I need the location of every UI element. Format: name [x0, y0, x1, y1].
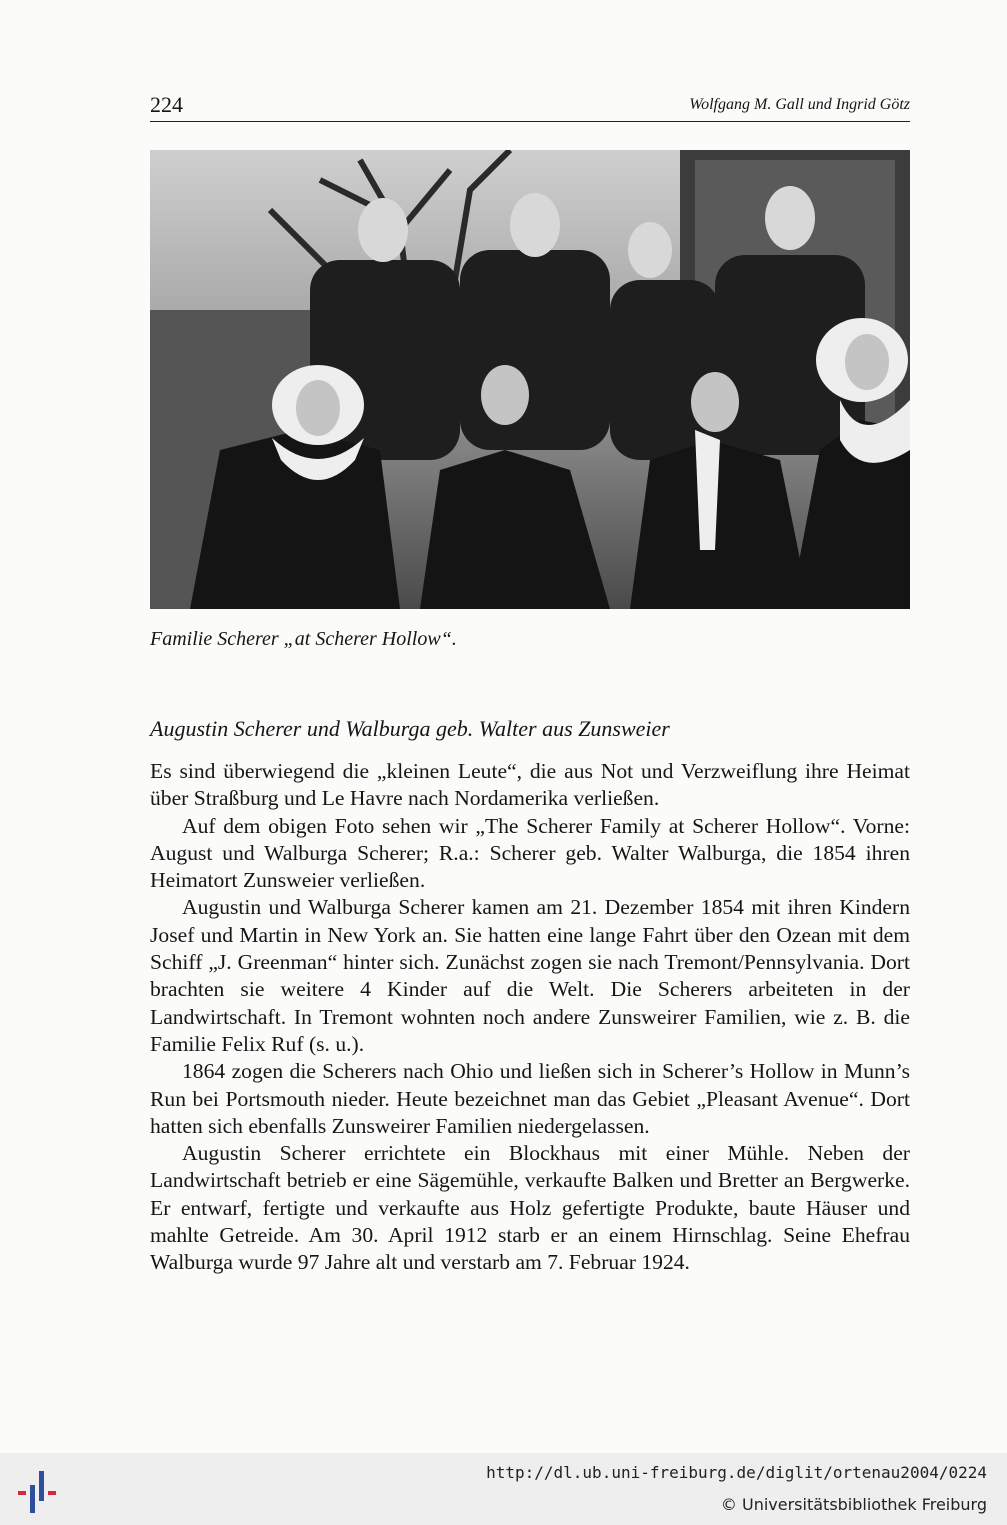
document-url-link[interactable]: http://dl.ub.uni-freiburg.de/diglit/ortenau2004/0224 — [486, 1463, 987, 1482]
page-number: 224 — [150, 92, 183, 117]
library-logo-icon — [14, 1465, 66, 1515]
copyright-notice: © Universitätsbibliothek Freiburg — [720, 1495, 987, 1514]
footer-bar — [0, 1453, 1007, 1525]
figure-caption: Familie Scherer „at Scherer Hollow“. — [150, 628, 457, 650]
family-photograph — [150, 150, 910, 609]
paragraph: Augustin Scherer errichtete ein Blockhaus mit einer Mühle. Neben der Landwirtschaft betrieb er eine Sägemühle, verkaufte Balken und Bretter an Bergwerke. Er entwarf, fertigte und verkaufte aus Holz gefertigte Produkte, baute Häuser und mahlte Getreide. Am 30. April 1912 starb er an einem Hirnschlag. Seine Ehefrau Walburga wurde 97 Jahre alt und verstarb am 7. Februar 1924. — [150, 1141, 910, 1275]
paragraph: Es sind überwiegend die „kleinen Leute“, die aus Not und Verzweiflung ihre Heimat über Straßburg und Le Havre nach Nordamerika verließen. — [150, 759, 910, 811]
paragraph: Augustin und Walburga Scherer kamen am 21. Dezember 1854 mit ihren Kindern Josef und Martin in New York an. Sie hatten eine lange Fahrt über den Ozean mit dem Schiff „J. Greenman“ hinter sich. Zunächst zogen sie nach Tremont/Pennsylvania. Dort brachten sie weitere 4 Kinder auf die Welt. Die Scherers arbeiteten in der Landwirtschaft. In Tremont wohnten noch andere Zunsweirer Familien, wie z. B. die Familie Felix Ruf (s. u.). — [150, 895, 910, 1056]
header-rule — [150, 121, 910, 122]
running-head: Wolfgang M. Gall und Ingrid Götz — [689, 96, 910, 113]
section-heading: Augustin Scherer und Walburga geb. Walter aus Zunsweier — [150, 716, 670, 741]
paragraph: 1864 zogen die Scherers nach Ohio und ließen sich in Scherer’s Hollow in Munn’s Run bei Portsmouth nieder. Heute bezeichnet man das Gebiet „Pleasant Avenue“. Dort hatten sich ebenfalls Zunsweirer Familien niedergelassen. — [150, 1059, 910, 1138]
body-text — [150, 758, 910, 1277]
family-photograph-drawing — [150, 150, 910, 609]
paragraph: Auf dem obigen Foto sehen wir „The Scherer Family at Scherer Hollow“. Vorne: August und Walburga Scherer; R.a.: Scherer geb. Walter Walburga, die 1854 ihren Heimatort Zunsweier verließen. — [150, 813, 910, 893]
